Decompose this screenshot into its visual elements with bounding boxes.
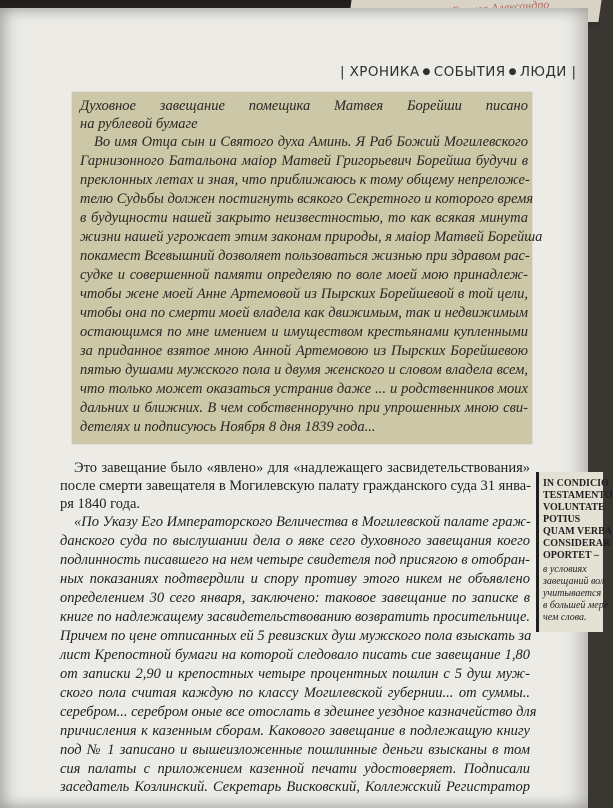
quote-line: чтобы жене моей Анне Артемовой из Пырских Борейшевой в той цели, [80, 286, 528, 302]
side-note-line: POTIUS [543, 514, 581, 525]
quote-line: пятью душами мужского пола и двумя женского и словом владела всем, [80, 362, 528, 378]
body-line: ря 1840 года. [60, 496, 141, 512]
header-item-people: ЛЮДИ [519, 64, 567, 80]
side-note-line: учитывается [543, 588, 602, 599]
body-line: заседатель Козлинский. Секретарь Висковский, Коллежский Регистратор [60, 779, 530, 795]
quote-line: в будущности нашей закрыто неизвестностью, то как всякая минута [80, 210, 528, 226]
body-line: «По Указу Его Императорского Величества в Могилевской палате граж- [74, 514, 531, 530]
quote-line: на рублевой бумаге [80, 116, 198, 132]
quote-line: чтобы она по смерти моей владела как движимым, так и недвижимым [80, 305, 528, 321]
quote-line: дальних и ближних. В чем собственноручно при упрошенных мною сви- [80, 400, 528, 416]
side-note-line: чем слова. [543, 612, 587, 623]
quote-line: Гарнизонного Батальона маіор Матвей Григорьевич Борейша будучи в [80, 153, 528, 169]
quote-line: остающимся по мне имением и имуществом крестьянами купленными [80, 324, 528, 340]
header-bar-left: | [340, 64, 350, 80]
body-line: от записки 2,90 и крепостных четыре процентных пошлин с 5 душ муж- [60, 666, 530, 682]
quote-line: Духовное завещание помещика Матвея Борейши писано [80, 98, 528, 114]
side-note-line: в условиях [543, 564, 587, 575]
header-bar-right: | [566, 64, 577, 80]
side-note-line: CONSIDERAR [543, 538, 611, 549]
body-line: ского пола считая каждую по классу Могилевской губернии... от суммы.. [60, 685, 530, 701]
latin-side-note [536, 472, 613, 632]
side-note-line: TESTAMENTO [543, 490, 613, 501]
quote-line: жизни нашей угрожает этим законам природы, я маіор Матвей Борейша [80, 229, 543, 245]
quote-line: телю Судьбы должен постигнуть всякого Секретного и которого время [80, 191, 534, 207]
quote-line: за приданное взятое мною Анной Артемовою из Пырских Борейшевою [80, 343, 528, 359]
quote-line: детелях и подписуюсь Ноября 8 дня 1839 года... [80, 419, 376, 435]
body-line: серебром... серебром оные все отослать в здешнее уездное казначейство для [60, 704, 537, 720]
body-line: причисления к казенным сборам. Какового завещание в подлежащую книгу [60, 723, 530, 739]
body-line: Причем по цене отписанных ей 5 ревизских душ мужского пола взыскать за [60, 628, 532, 644]
side-note-line: в большей мере [543, 600, 609, 611]
body-line: Это завещание было «явлено» для «надлежащего засвидетельствования» [74, 460, 530, 476]
side-note-line: OPORTET – [543, 550, 599, 561]
body-line: под № 1 записано и вышеизложенные пошлинные деньги взысканы в том [60, 742, 530, 758]
quote-line: преклонных летах и зная, что приближаюсь к тому общему непреложе- [80, 172, 530, 188]
body-line: лист Крепостной бумаги на которой следовало писать сие завещание 1,80 [60, 647, 530, 663]
side-note-line: завещаний вол [543, 576, 605, 587]
body-line: ных показаниях подтвердили и спору противу этого никем не объявлено [60, 571, 530, 587]
side-note-line: IN CONDICIO [543, 478, 609, 489]
body-line: после смерти завещателя в Могилевскую палату гражданского суда 31 янва- [60, 478, 532, 494]
quote-line: что только может оказаться устранив даже ... и родственников моих [80, 381, 528, 397]
section-header [340, 64, 580, 84]
quote-line: судке и совершенной памяти определяю по воле моей мою принадлеж- [80, 267, 528, 283]
side-note-line: VOLUNTATE [543, 502, 605, 513]
quote-line: Во имя Отца сын и Святого духа Аминь. Я Раб Божий Могилевского [94, 134, 528, 150]
body-line: книге по надлежащему засвидетельствованию возвратить просительнице. [60, 609, 531, 625]
header-item-events: СОБЫТИЯ [433, 64, 506, 80]
header-dot-1: ● [422, 67, 431, 77]
body-line: определением 30 сего января, заключено: таковое завещание по записке в [60, 590, 530, 606]
body-line: сия палаты с приложением казенной печати удостоверяет. Подписали [60, 761, 530, 777]
side-note-line: QUAM VERBA [543, 526, 612, 537]
header-item-chronicle: ХРОНИКА [349, 64, 420, 80]
testament-quote-box [72, 92, 543, 444]
quote-line: покамест Всевышний дозволяет пользоваться жизнью при здравом рас- [80, 248, 530, 264]
body-line: данского суда по выслушании дела о явке сего духовного завещания коего [60, 533, 530, 549]
body-line: подлинность писавшего на нем четыре свидетеля под присягою в отобран- [60, 552, 530, 568]
header-dot-2: ● [508, 67, 517, 77]
